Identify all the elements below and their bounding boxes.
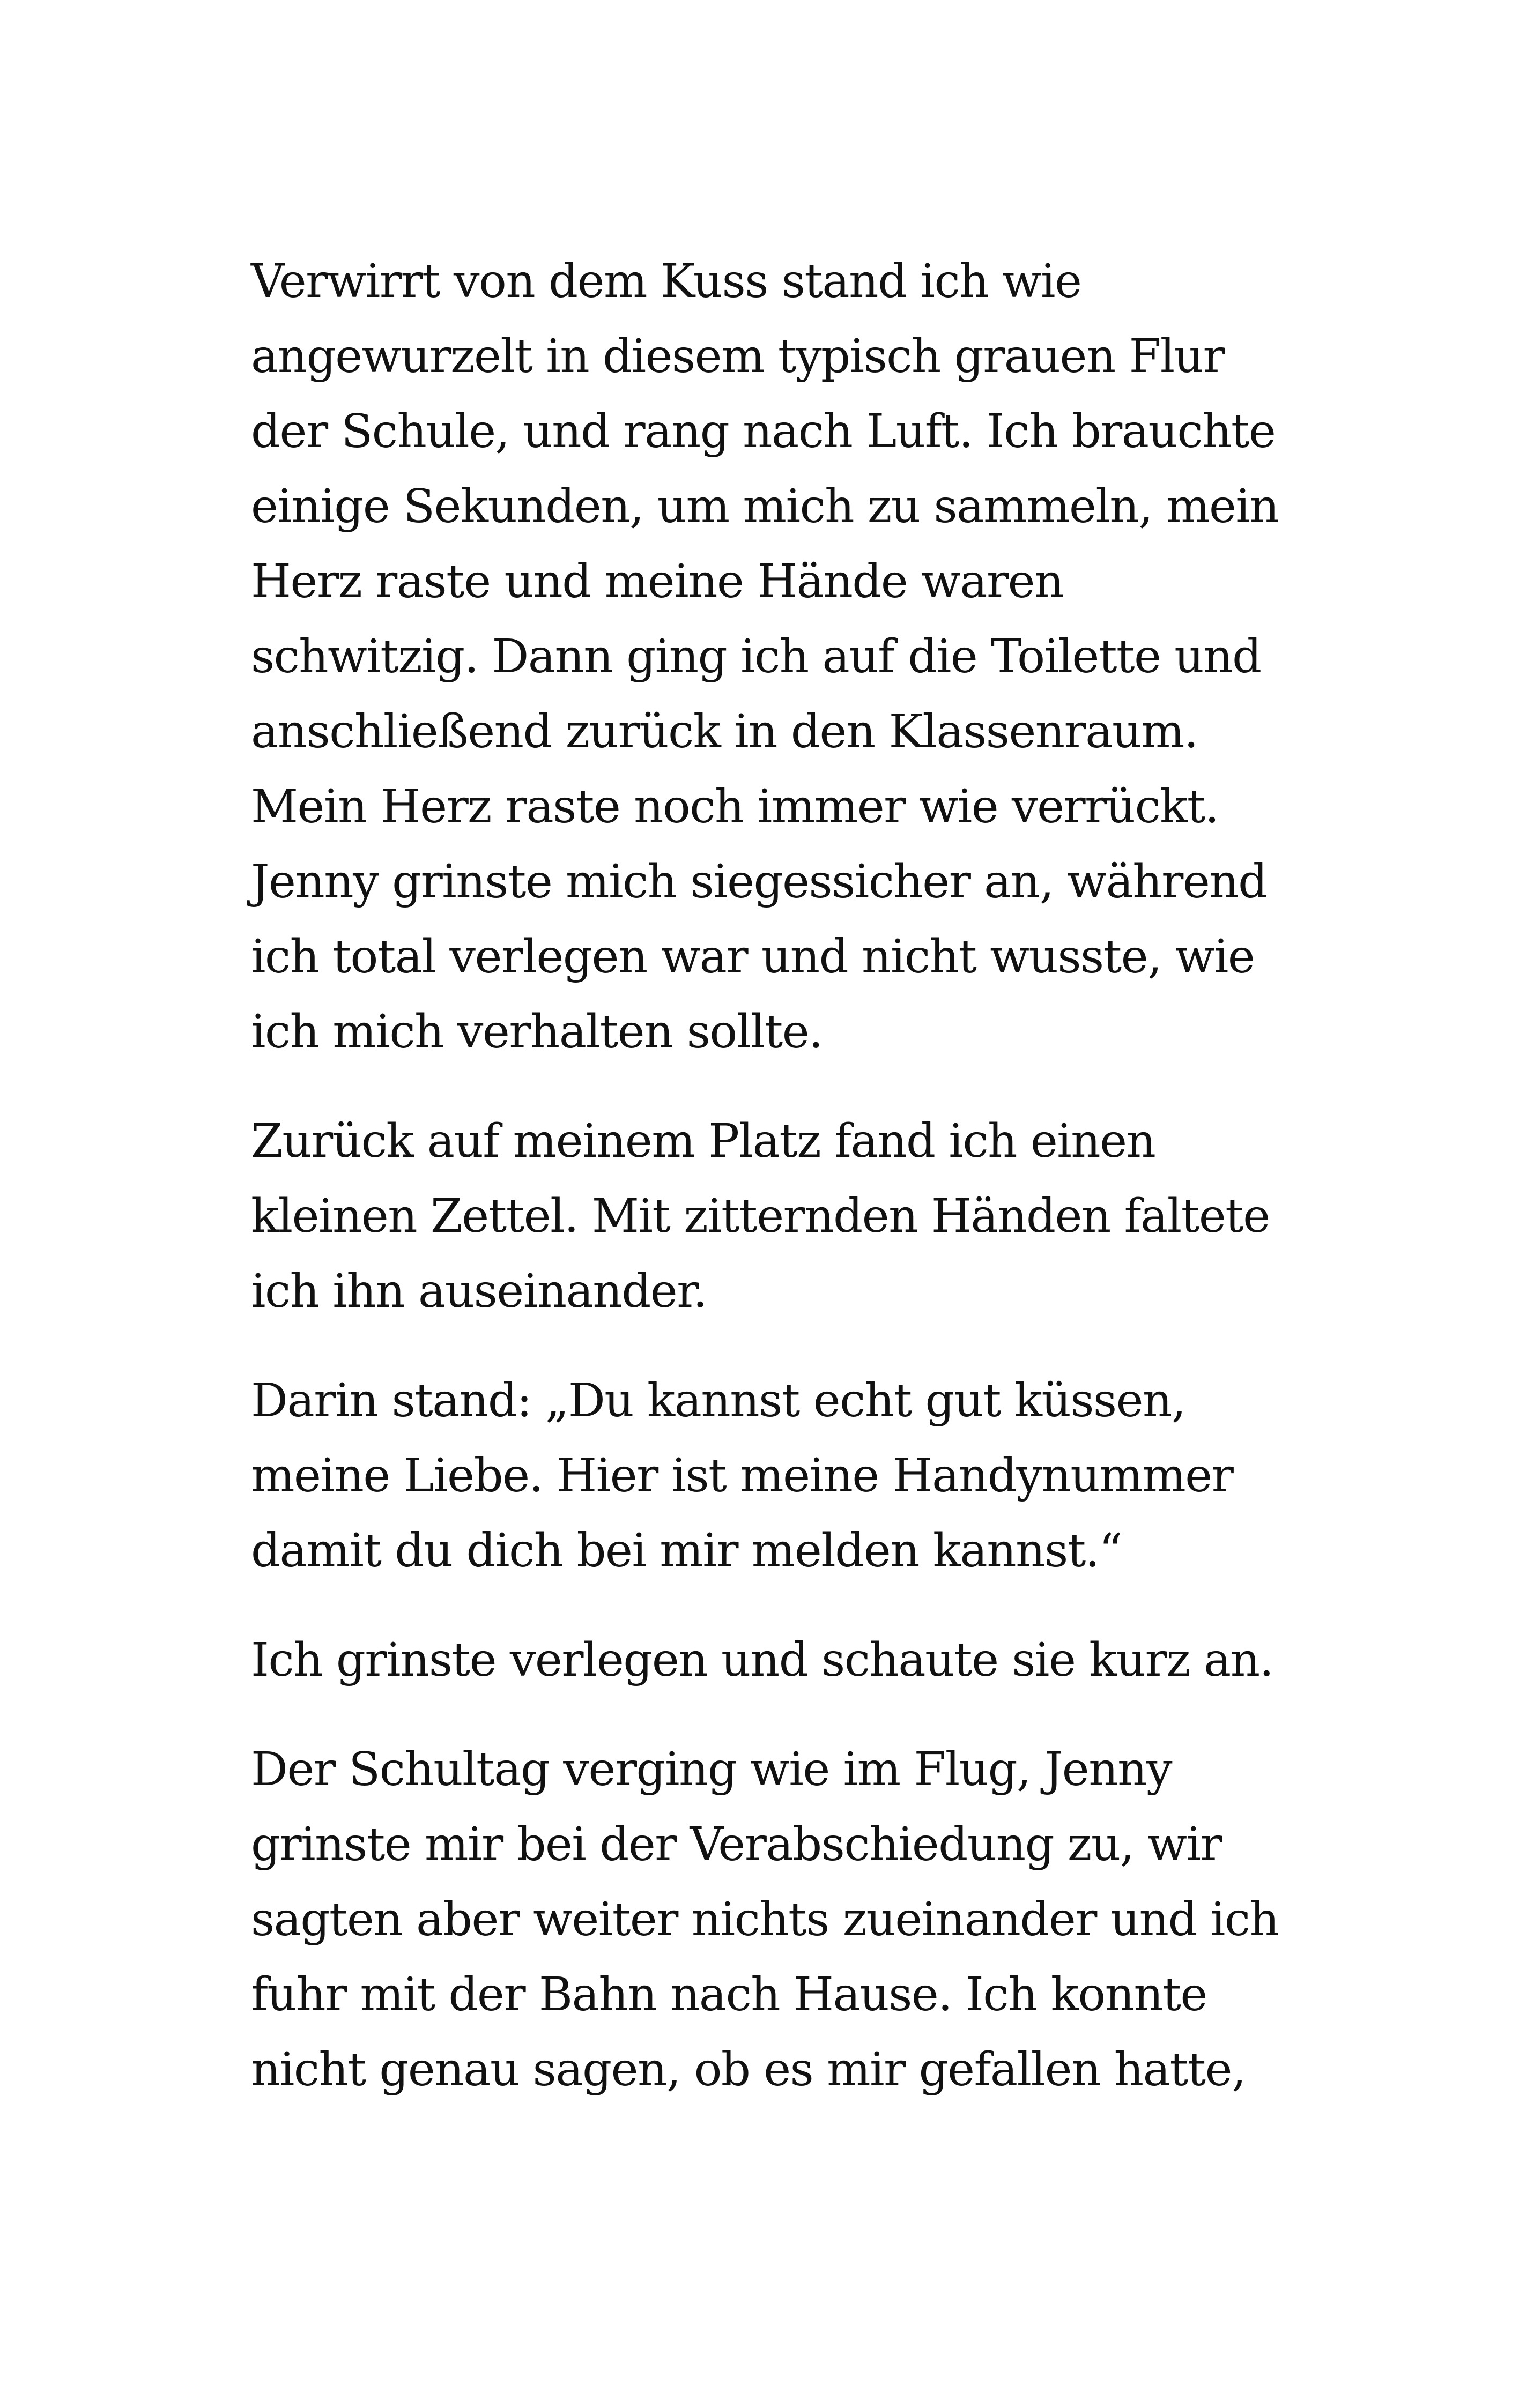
text-line: ich total verlegen war und nicht wusste, wie — [251, 930, 1255, 984]
paragraph — [251, 1363, 1355, 1588]
text-line: ich ihn auseinander. — [251, 1265, 707, 1318]
paragraph — [251, 1623, 1355, 1698]
text-line: sagten aber weiter nichts zueinander und ich — [251, 1893, 1279, 1946]
text-line: Zurück auf meinem Platz fand ich einen — [251, 1114, 1155, 1168]
body-text — [251, 244, 1355, 2142]
paragraph — [251, 1104, 1355, 1329]
text-line: kleinen Zettel. Mit zitternden Händen faltete — [251, 1190, 1270, 1243]
text-line: fuhr mit der Bahn nach Hause. Ich konnte — [251, 1968, 1207, 2021]
text-line: Darin stand: „Du kannst echt gut küssen, — [251, 1374, 1185, 1428]
text-line: meine Liebe. Hier ist meine Handynummer — [251, 1449, 1233, 1503]
text-line: Ich grinste verlegen und schaute sie kurz an. — [251, 1633, 1273, 1687]
text-line: schwitzig. Dann ging ich auf die Toilette und — [251, 630, 1261, 683]
text-line: der Schule, und rang nach Luft. Ich brauchte — [251, 405, 1276, 458]
text-line: angewurzelt in diesem typisch grauen Flur — [251, 330, 1225, 383]
text-line: einige Sekunden, um mich zu sammeln, mein — [251, 480, 1279, 533]
text-line: grinste mir bei der Verabschiedung zu, wir — [251, 1818, 1222, 1871]
text-line: Mein Herz raste noch immer wie verrückt. — [251, 780, 1219, 834]
text-line: Jenny grinste mich siegessicher an, während — [251, 855, 1267, 909]
text-line: Verwirrt von dem Kuss stand ich wie — [251, 255, 1081, 308]
paragraph — [251, 244, 1355, 1069]
text-line: Der Schultag verging wie im Flug, Jenny — [251, 1743, 1172, 1796]
text-line: anschließend zurück in den Klassenraum. — [251, 705, 1198, 759]
text-line: nicht genau sagen, ob es mir gefallen hatte, — [251, 2043, 1246, 2097]
paragraph — [251, 1732, 1355, 2107]
text-line: Herz raste und meine Hände waren — [251, 555, 1063, 608]
text-line: ich mich verhalten sollte. — [251, 1005, 823, 1059]
text-line: damit du dich bei mir melden kannst.“ — [251, 1524, 1122, 1578]
